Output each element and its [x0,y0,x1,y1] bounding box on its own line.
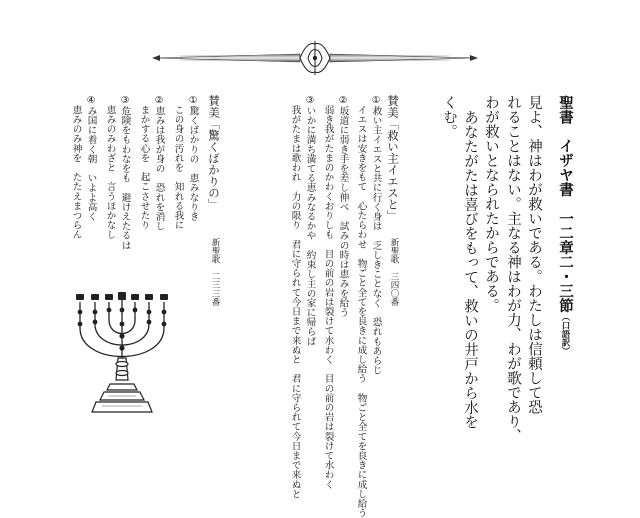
hymn1-line: 弱き我がたまのかわくおりしも 目の前の岩は裂けて水わく 目の前の岩は裂けて水わく [322,105,334,489]
menorah-icon [62,280,182,422]
scripture-translation-note: （口語訳） [560,312,570,355]
scripture-line: 見よ、神はわが救いである。わたしは信頼して恐 [526,95,542,414]
hymn1-title: 賛美「救い主イエスと」 [386,95,400,222]
hymn2-line: 恵みのみ神を たたえまつらん [70,105,82,240]
scripture-title-text: 聖書 イザヤ書 一二章二・三節 [557,95,573,313]
hymn1-line: ③いかに満ち満てる恵みなるかや 約束し主の家に帰らば [304,95,316,346]
scroll-ornament [150,40,480,76]
hymn2-line: ④み国に着く朝 いよよ高く [85,95,97,222]
hymn1-line: 我がたまは歌われ 力の限り 君に守られて今日まで来ぬと 君に守られて今日まで来ぬと [289,105,301,499]
hymn2-line: ①驚くばかりの 恵みなりき [187,95,199,222]
hymn2-source: 新聖歌 二三三番 [210,238,220,306]
hymn2-title: 賛美「驚くばかりの」 [207,95,221,210]
hymn2-line: ③危険をもわなをも 避けえたるは [119,95,131,250]
hymn2-line: 恵みのみわざと 言うほかなし [104,105,116,240]
hymn1-source: 新聖歌 三四〇番 [389,238,399,306]
hymn2-line: まかする心を 起こさせたり [138,105,150,230]
scripture-line: れることはない。主なる神はわが力、わが歌であり、 [505,95,521,443]
hymn1-line: ②坂道に弱き手を差し伸べ 試みの時は恵みを給う [337,95,349,318]
hymn2-line: この身の汚れを 知れる我に [172,105,184,230]
scripture-line: わが救いとなられたからである。 [483,95,499,313]
scripture-line: あなたがたは喜びをもって、救いの井戸から水を [462,110,478,429]
hymn1-line: イエスは安きをもて 心たらわせ 物ごと全てを良きに成し給う 物ごと全てを良きに成し給う [355,105,367,518]
hymn1-line: ①救い主イエスと共に行く身は 乏しきことなく 恐れもあらじ [370,95,382,375]
scripture-title [555,95,575,355]
hymn2-line: ②恵みは我が身の 恐れを消し [153,95,165,231]
scripture-line: くむ。 [441,95,457,139]
